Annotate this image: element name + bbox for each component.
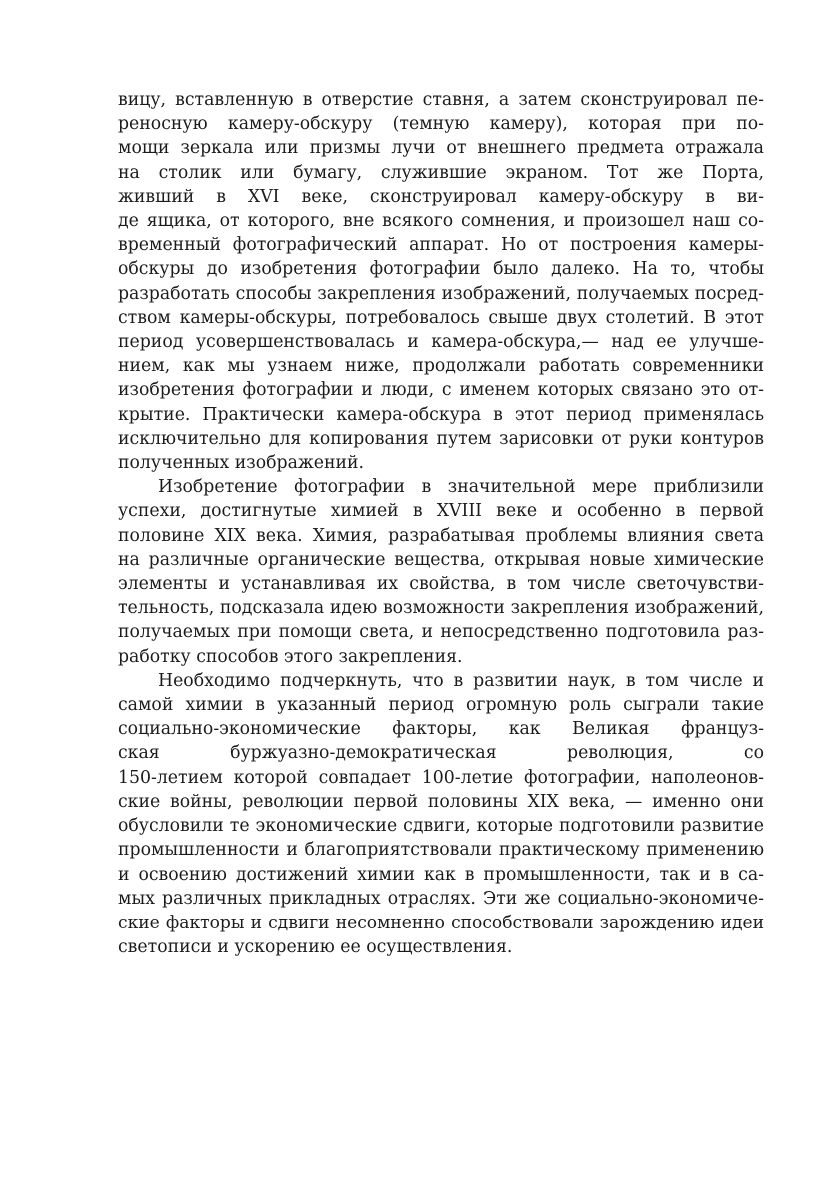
text-line: изобретения фотографии и люди, с именем которых связано это от- (118, 380, 764, 401)
text-line: исключительно для копирования путем зарисовки от руки контуров (118, 428, 764, 449)
text-line: де ящика, от которого, вне всякого сомнения, и произошел наш со- (118, 211, 764, 232)
text-line: период усовершенствовалась и камера-обскура,— над ее улучше- (118, 332, 764, 353)
text-line: социально-экономические факторы, как Великая француз- (118, 719, 764, 740)
text-line: обскуры до изобретения фотографии было далеко. На то, чтобы (118, 259, 764, 280)
text-line: 150-летием которой совпадает 100-летие фотографии, наполеонов- (118, 767, 764, 788)
text-line: полученных изображений. (118, 453, 365, 474)
text-line: половине XIX века. Химия, разрабатывая проблемы влияния света (118, 525, 764, 546)
text-line: живший в XVI веке, сконструировал камеру-обскуру в ви- (118, 186, 764, 207)
text-line: успехи, достигнутые химией в XVIII веке и особенно в первой (118, 501, 764, 522)
text-line: Необходимо подчеркнуть, что в развитии наук, в том числе и (158, 670, 764, 691)
text-line: промышленности и благоприятствовали практическому применению (118, 840, 764, 861)
text-line: ская буржуазно-демократическая революция, со (118, 743, 764, 764)
paragraph-1 (118, 88, 764, 475)
text-line: самой химии в указанный период огромную роль сыграли такие (118, 695, 764, 716)
text-line: на различные органические вещества, открывая новые химические (118, 549, 764, 570)
text-line: крытие. Практически камера-обскура в этот период применялась (118, 404, 764, 425)
text-line: мых различных прикладных отраслях. Эти же социально-экономиче- (118, 888, 764, 909)
text-line: временный фотографический аппарат. Но от построения камеры- (118, 235, 764, 256)
text-line: ством камеры-обскуры, потребовалось свыше двух столетий. В этот (118, 307, 764, 328)
text-line: Изобретение фотографии в значительной мере приблизили (158, 477, 764, 498)
text-line: получаемых при помощи света, и непосредственно подготовила раз- (118, 622, 764, 643)
text-line: светописи и ускорению ее осуществления. (118, 937, 513, 958)
text-line: обусловили те экономические сдвиги, которые подготовили развитие (118, 816, 764, 837)
paragraph-3 (118, 669, 764, 959)
text-line: нием, как мы узнаем ниже, продолжали работать современники (118, 356, 764, 377)
text-line: тельность, подсказала идею возможности закрепления изображений, (118, 598, 764, 619)
text-line: и освоению достижений химии как в промышленности, так и в са- (118, 864, 764, 885)
text-line: работку способов этого закрепления. (118, 646, 463, 667)
text-line: вицу, вставленную в отверстие ставня, а затем сконструировал пе- (118, 90, 764, 110)
paragraph-2 (118, 475, 764, 669)
text-line: разработать способы закрепления изображений, получаемых посред- (118, 283, 764, 304)
text-line: элементы и устанавливая их свойства, в том числе светочувстви- (118, 574, 764, 595)
body-text (118, 88, 764, 959)
text-line: мощи зеркала или призмы лучи от внешнего предмета отражала (118, 138, 764, 159)
text-line: ские факторы и сдвиги несомненно способствовали зарождению идеи (118, 912, 764, 933)
text-line: на столик или бумагу, служившие экраном. Тот же Порта, (118, 162, 764, 183)
text-line: ские войны, революции первой половины XIX века, — именно они (118, 791, 764, 812)
text-line: реносную камеру-обскуру (темную камеру), которая при по- (118, 114, 764, 135)
